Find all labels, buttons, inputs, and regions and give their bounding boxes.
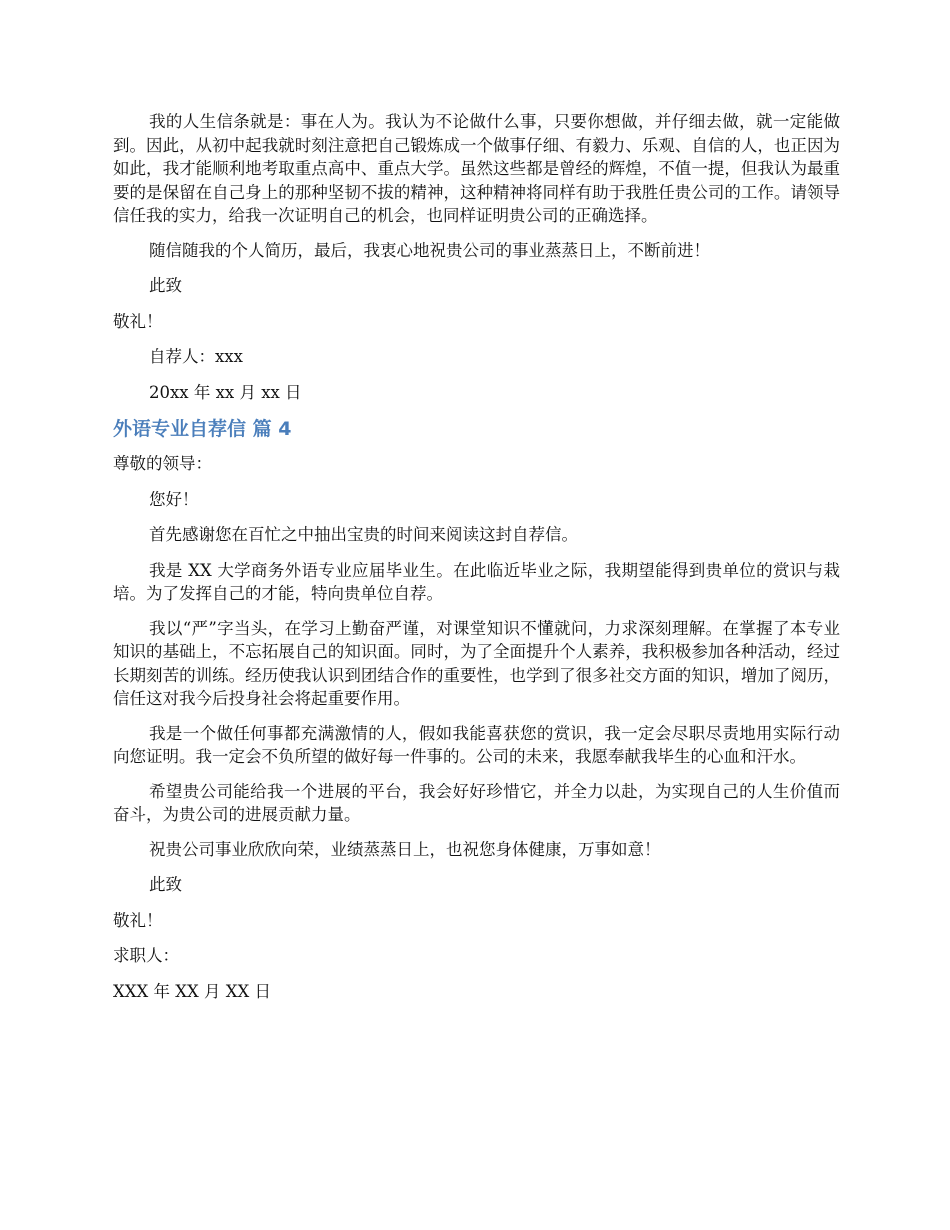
applicant-line: 求职人：: [113, 946, 179, 965]
section-heading: 外语专业自荐信 篇 4: [113, 418, 292, 440]
date-line: 20xx 年 xx 月 xx 日: [149, 382, 302, 402]
paragraph-closing-wish: 随信随我的个人简历，最后，我衷心地祝贵公司的事业蒸蒸日上，不断前进！: [149, 240, 710, 260]
closing-cizhi-2: 此致: [149, 875, 182, 894]
paragraph-study: 我以“严”字当头，在学习上勤奋严谨，对课堂知识不懂就问，力求深刻理解。在掌握了本专业知识的基础上，不忘拓展自己的知识面。同时，为了全面提升个人素养，我积极参加各种活动，经过长期刻苦的训练。经历使我认识到团结合作的重要性，也学到了很多社交方面的知识，增加了阅历，信任这对我今后投身社会将起重要作用。: [113, 618, 840, 708]
document-page: [113, 110, 840, 1015]
greeting: 您好！: [149, 489, 199, 509]
closing-cizhi: 此致: [149, 276, 182, 295]
paragraph-passion: 我是一个做任何事都充满激情的人，假如我能喜获您的赏识，我一定会尽职尽责地用实际行动向您证明。我一定会不负所望的做好每一件事的。公司的未来，我愿奉献我毕生的心血和汗水。: [113, 723, 840, 766]
paragraph-life-motto: 我的人生信条就是：事在人为。我认为不论做什么事，只要你想做，并仔细去做，就一定能做到。因此，从初中起我就时刻注意把自己锻炼成一个做事仔细、有毅力、乐观、自信的人，也正因为如此，我才能顺利地考取重点高中、重点大学。虽然这些都是曾经的辉煌，不值一提，但我认为最重要的是保留在自己身上的那种坚韧不拔的精神，这种精神将同样有助于我胜任贵公司的工作。请领导信任我的实力，给我一次证明自己的机会，也同样证明贵公司的正确选择。: [113, 112, 840, 225]
closing-jingli-2: 敬礼！: [113, 910, 163, 930]
closing-jingli: 敬礼！: [113, 311, 163, 331]
paragraph-thanks: 首先感谢您在百忙之中抽出宝贵的时间来阅读这封自荐信。: [149, 525, 578, 544]
date-line-2: XXX 年 XX 月 XX 日: [113, 981, 271, 1001]
paragraph-hope: 希望贵公司能给我一个进展的平台，我会好好珍惜它，并全力以赴，为实现自己的人生价值而奋斗，为贵公司的进展贡献力量。: [113, 781, 840, 824]
salutation: 尊敬的领导：: [113, 454, 212, 473]
signer-line: 自荐人：xxx: [149, 347, 243, 366]
paragraph-wishes: 祝贵公司事业欣欣向荣，业绩蒸蒸日上，也祝您身体健康，万事如意！: [149, 839, 661, 859]
paragraph-introduction: 我是 XX 大学商务外语专业应届毕业生。在此临近毕业之际，我期望能得到贵单位的赏识与栽培。为了发挥自己的才能，特向贵单位自荐。: [113, 560, 840, 603]
